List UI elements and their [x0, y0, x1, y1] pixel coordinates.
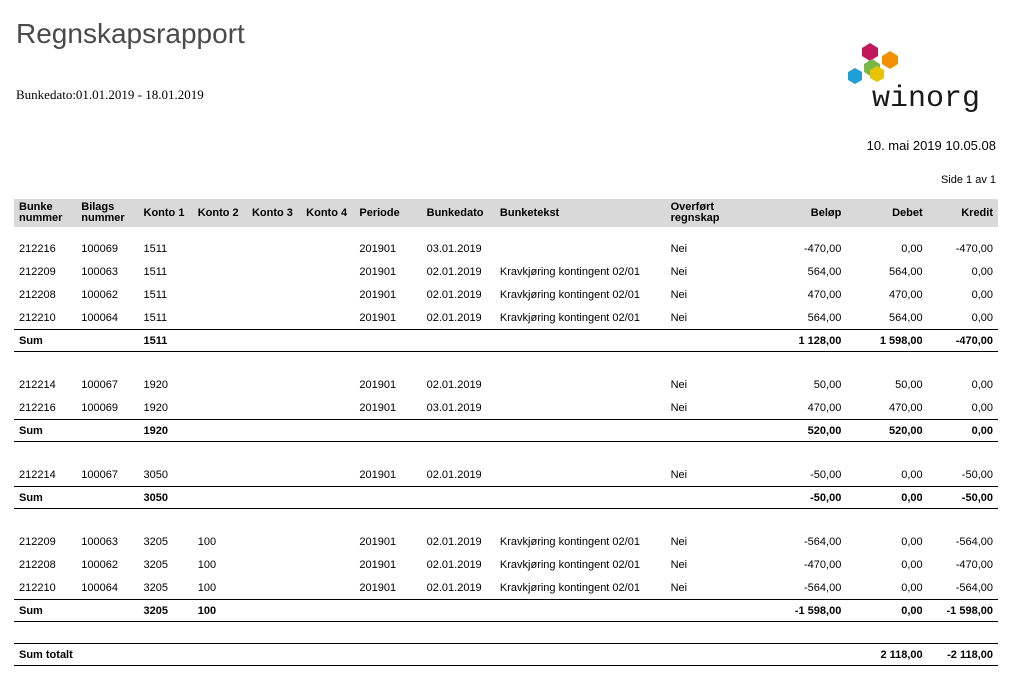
cell-bunketekst — [495, 396, 666, 420]
cell-bunke: 212209 — [19, 535, 56, 548]
sum-empty — [247, 420, 301, 442]
sum-row — [14, 600, 998, 622]
report-body — [14, 227, 998, 666]
total-empty — [666, 644, 753, 666]
table-row — [14, 283, 998, 306]
cell-belop: 470,00 — [807, 288, 842, 301]
cell-konto1: 3205 — [143, 581, 168, 594]
spacer-row — [14, 442, 998, 464]
sum-empty — [354, 330, 421, 352]
cell-belop: -50,00 — [810, 468, 842, 481]
cell-kredit: 0,00 — [971, 288, 993, 301]
cell-bunkedato: 03.01.2019 — [426, 242, 482, 255]
cell-konto4 — [301, 530, 354, 553]
cell-konto2 — [193, 306, 247, 330]
cell-konto1: 3205 — [143, 535, 168, 548]
cell-bunketekst: Kravkjøring kontingent 02/01 — [499, 558, 640, 571]
cell-overfort: Nei — [670, 288, 688, 301]
cell-konto4 — [301, 260, 354, 283]
sum-belop: 1 128,00 — [753, 330, 846, 352]
cell-konto2 — [193, 283, 247, 306]
cell-overfort: Nei — [670, 401, 688, 414]
cell-debet: 564,00 — [889, 311, 923, 324]
col-bunke-nummer: Bunke nummer — [14, 199, 76, 227]
sum-empty — [422, 487, 495, 509]
printed-timestamp: 10. mai 2019 10.05.08 — [866, 138, 996, 153]
sum-row — [14, 487, 998, 509]
sum-empty — [495, 330, 666, 352]
report-title: Regnskapsrapport — [16, 18, 245, 49]
cell-overfort: Nei — [670, 311, 688, 324]
cell-belop: 50,00 — [813, 378, 842, 391]
sum-row — [14, 420, 998, 442]
cell-bilag: 100062 — [81, 288, 118, 301]
cell-konto2: 100 — [197, 558, 217, 571]
cell-belop: -564,00 — [804, 581, 842, 594]
cell-debet: 0,00 — [901, 242, 923, 255]
table-row — [14, 373, 998, 396]
cell-bunke: 212208 — [19, 288, 56, 301]
total-debet: 2 118,00 — [846, 644, 927, 666]
sum-empty — [354, 487, 421, 509]
sum-empty — [76, 600, 138, 622]
sum-empty — [495, 600, 666, 622]
total-kredit: -2 118,00 — [928, 644, 998, 666]
cell-konto3 — [247, 463, 301, 487]
sum-empty — [422, 600, 495, 622]
sum-debet: 520,00 — [846, 420, 927, 442]
cell-konto4 — [301, 373, 354, 396]
cell-bilag: 100067 — [81, 378, 118, 391]
cell-debet: 50,00 — [895, 378, 923, 391]
table-row — [14, 306, 998, 330]
cell-bunke: 212214 — [19, 378, 56, 391]
cell-belop: 564,00 — [807, 311, 842, 324]
cell-kredit: -564,00 — [955, 581, 993, 594]
cell-periode: 201901 — [359, 401, 397, 414]
bunkedato-range: Bunkedato:01.01.2019 - 18.01.2019 — [16, 87, 204, 102]
total-empty — [139, 644, 193, 666]
cell-bilag: 100064 — [81, 581, 118, 594]
winorg-logo — [842, 40, 992, 118]
cell-konto1: 3050 — [143, 468, 168, 481]
sum-empty — [301, 420, 354, 442]
cell-kredit: -470,00 — [955, 558, 993, 571]
col-konto1: Konto 1 — [139, 199, 193, 227]
cell-bilag: 100063 — [81, 535, 118, 548]
cell-konto1: 1511 — [143, 242, 168, 255]
table-row — [14, 396, 998, 420]
cell-bunkedato: 02.01.2019 — [426, 311, 482, 324]
sum-label: Sum — [14, 487, 76, 509]
sum-empty — [76, 330, 138, 352]
cell-debet: 0,00 — [901, 468, 923, 481]
table-header-row — [14, 199, 998, 227]
cell-konto4 — [301, 576, 354, 600]
sum-empty — [76, 487, 138, 509]
cell-kredit: 0,00 — [971, 311, 993, 324]
sum-konto1: 1920 — [139, 420, 193, 442]
col-konto4: Konto 4 — [301, 199, 354, 227]
cell-bunkedato: 02.01.2019 — [426, 535, 482, 548]
cell-bunke: 212209 — [19, 265, 56, 278]
cell-periode: 201901 — [359, 581, 397, 594]
cell-konto2 — [193, 237, 247, 260]
cell-konto2 — [193, 260, 247, 283]
cell-bunkedato: 02.01.2019 — [426, 558, 482, 571]
sum-empty — [495, 420, 666, 442]
cell-debet: 0,00 — [901, 558, 923, 571]
cell-konto3 — [247, 396, 301, 420]
cell-overfort: Nei — [670, 378, 688, 391]
cell-overfort: Nei — [670, 535, 688, 548]
cell-debet: 564,00 — [889, 265, 923, 278]
cell-overfort: Nei — [670, 242, 688, 255]
table-row — [14, 553, 998, 576]
sum-empty — [422, 420, 495, 442]
total-empty — [753, 644, 846, 666]
sum-empty — [76, 420, 138, 442]
cell-konto4 — [301, 237, 354, 260]
cell-bilag: 100069 — [81, 242, 118, 255]
sum-debet: 0,00 — [846, 600, 927, 622]
sum-empty — [354, 600, 421, 622]
cell-konto4 — [301, 553, 354, 576]
sum-empty — [354, 420, 421, 442]
cell-konto3 — [247, 553, 301, 576]
cell-bunketekst: Kravkjøring kontingent 02/01 — [499, 311, 640, 324]
cell-bunkedato: 02.01.2019 — [426, 468, 482, 481]
cell-konto3 — [247, 283, 301, 306]
total-label: Sum totalt — [14, 644, 139, 666]
cell-debet: 470,00 — [889, 288, 923, 301]
cell-periode: 201901 — [359, 288, 397, 301]
sum-empty — [666, 600, 753, 622]
cell-kredit: 0,00 — [971, 401, 993, 414]
total-empty — [301, 644, 354, 666]
col-debet: Debet — [846, 199, 927, 227]
sum-kredit: -50,00 — [928, 487, 998, 509]
sum-empty — [301, 330, 354, 352]
cell-bunke: 212210 — [19, 581, 56, 594]
total-row — [14, 644, 998, 666]
sum-kredit: -470,00 — [928, 330, 998, 352]
cell-bunke: 212216 — [19, 401, 56, 414]
sum-konto1: 3050 — [139, 487, 193, 509]
cell-konto4 — [301, 306, 354, 330]
cell-konto3 — [247, 260, 301, 283]
sum-belop: 520,00 — [753, 420, 846, 442]
table-row — [14, 530, 998, 553]
cell-konto1: 1920 — [143, 378, 168, 391]
cell-periode: 201901 — [359, 378, 397, 391]
sum-kredit: 0,00 — [928, 420, 998, 442]
cell-bunkedato: 02.01.2019 — [426, 265, 482, 278]
cell-kredit: -564,00 — [955, 535, 993, 548]
cell-bilag: 100064 — [81, 311, 118, 324]
sum-empty — [247, 487, 301, 509]
cell-belop: 564,00 — [807, 265, 842, 278]
spacer-row — [14, 227, 998, 237]
col-belop: Beløp — [753, 199, 846, 227]
sum-label: Sum — [14, 600, 76, 622]
cell-belop: -564,00 — [804, 535, 842, 548]
sum-empty — [666, 330, 753, 352]
cell-belop: -470,00 — [804, 558, 842, 571]
cell-konto1: 1920 — [143, 401, 168, 414]
sum-konto2 — [193, 330, 247, 352]
cell-bunketekst — [495, 373, 666, 396]
cell-konto4 — [301, 463, 354, 487]
sum-debet: 1 598,00 — [846, 330, 927, 352]
cell-konto2: 100 — [197, 535, 217, 548]
cell-periode: 201901 — [359, 558, 397, 571]
cell-kredit: -470,00 — [955, 242, 993, 255]
total-empty — [422, 644, 495, 666]
spacer-row — [14, 352, 998, 374]
sum-konto2 — [193, 487, 247, 509]
cell-bilag: 100069 — [81, 401, 118, 414]
cell-bunketekst — [495, 237, 666, 260]
cell-konto3 — [247, 530, 301, 553]
cell-kredit: 0,00 — [971, 265, 993, 278]
total-empty — [193, 644, 247, 666]
sum-debet: 0,00 — [846, 487, 927, 509]
sum-empty — [495, 487, 666, 509]
cell-overfort: Nei — [670, 558, 688, 571]
cell-konto2 — [193, 396, 247, 420]
cell-bunketekst: Kravkjøring kontingent 02/01 — [499, 581, 640, 594]
total-empty — [495, 644, 666, 666]
sum-empty — [247, 600, 301, 622]
cell-konto1: 3205 — [143, 558, 168, 571]
sum-empty — [301, 487, 354, 509]
cell-konto3 — [247, 576, 301, 600]
cell-periode: 201901 — [359, 242, 397, 255]
sum-label: Sum — [14, 330, 76, 352]
cell-konto3 — [247, 306, 301, 330]
col-konto3: Konto 3 — [247, 199, 301, 227]
spacer-row — [14, 509, 998, 531]
cell-debet: 0,00 — [901, 581, 923, 594]
cell-bilag: 100063 — [81, 265, 118, 278]
cell-overfort: Nei — [670, 265, 688, 278]
table-row — [14, 260, 998, 283]
col-periode: Periode — [354, 199, 421, 227]
cell-konto2: 100 — [197, 581, 217, 594]
col-kredit: Kredit — [928, 199, 998, 227]
cell-bunke: 212208 — [19, 558, 56, 571]
cell-periode: 201901 — [359, 535, 397, 548]
sum-label: Sum — [14, 420, 76, 442]
col-overfort: Overført regnskap — [666, 199, 753, 227]
cell-konto2 — [193, 373, 247, 396]
sum-belop: -50,00 — [753, 487, 846, 509]
cell-bunketekst — [495, 463, 666, 487]
spacer-row — [14, 622, 998, 644]
col-bunketekst: Bunketekst — [495, 199, 666, 227]
cell-bilag: 100067 — [81, 468, 118, 481]
sum-konto1: 3205 — [139, 600, 193, 622]
cell-belop: 470,00 — [807, 401, 842, 414]
cell-overfort: Nei — [670, 581, 688, 594]
cell-bilag: 100062 — [81, 558, 118, 571]
cell-konto4 — [301, 396, 354, 420]
sum-konto1: 1511 — [139, 330, 193, 352]
cell-periode: 201901 — [359, 311, 397, 324]
cell-bunketekst: Kravkjøring kontingent 02/01 — [499, 288, 640, 301]
cell-bunkedato: 02.01.2019 — [426, 378, 482, 391]
page-number: Side 1 av 1 — [940, 174, 996, 186]
cell-kredit: 0,00 — [971, 378, 993, 391]
sum-empty — [666, 487, 753, 509]
sum-konto2 — [193, 420, 247, 442]
table-row — [14, 237, 998, 260]
cell-konto2 — [193, 463, 247, 487]
sum-empty — [247, 330, 301, 352]
col-bunkedato: Bunkedato — [422, 199, 495, 227]
table-row — [14, 576, 998, 600]
cell-kredit: -50,00 — [961, 468, 993, 481]
cell-konto4 — [301, 283, 354, 306]
svg-text:winorg: winorg — [872, 82, 981, 116]
sum-kredit: -1 598,00 — [928, 600, 998, 622]
sum-row — [14, 330, 998, 352]
col-konto2: Konto 2 — [193, 199, 247, 227]
col-bilags-nummer: Bilags nummer — [76, 199, 138, 227]
cell-periode: 201901 — [359, 468, 397, 481]
sum-konto2: 100 — [193, 600, 247, 622]
cell-bunketekst: Kravkjøring kontingent 02/01 — [499, 265, 640, 278]
table-row — [14, 463, 998, 487]
cell-belop: -470,00 — [804, 242, 842, 255]
cell-konto1: 1511 — [143, 311, 168, 324]
cell-debet: 470,00 — [889, 401, 923, 414]
cell-konto1: 1511 — [143, 288, 168, 301]
cell-periode: 201901 — [359, 265, 397, 278]
cell-bunke: 212214 — [19, 468, 56, 481]
cell-konto3 — [247, 373, 301, 396]
sum-empty — [301, 600, 354, 622]
sum-empty — [666, 420, 753, 442]
cell-bunkedato: 02.01.2019 — [426, 288, 482, 301]
cell-debet: 0,00 — [901, 535, 923, 548]
sum-empty — [422, 330, 495, 352]
cell-bunketekst: Kravkjøring kontingent 02/01 — [499, 535, 640, 548]
sum-belop: -1 598,00 — [753, 600, 846, 622]
cell-bunke: 212216 — [19, 242, 56, 255]
report-table — [14, 199, 998, 666]
cell-bunkedato: 02.01.2019 — [426, 581, 482, 594]
cell-bunkedato: 03.01.2019 — [426, 401, 482, 414]
cell-konto1: 1511 — [143, 265, 168, 278]
cell-overfort: Nei — [670, 468, 688, 481]
cell-bunke: 212210 — [19, 311, 56, 324]
total-empty — [354, 644, 421, 666]
total-empty — [247, 644, 301, 666]
cell-konto3 — [247, 237, 301, 260]
